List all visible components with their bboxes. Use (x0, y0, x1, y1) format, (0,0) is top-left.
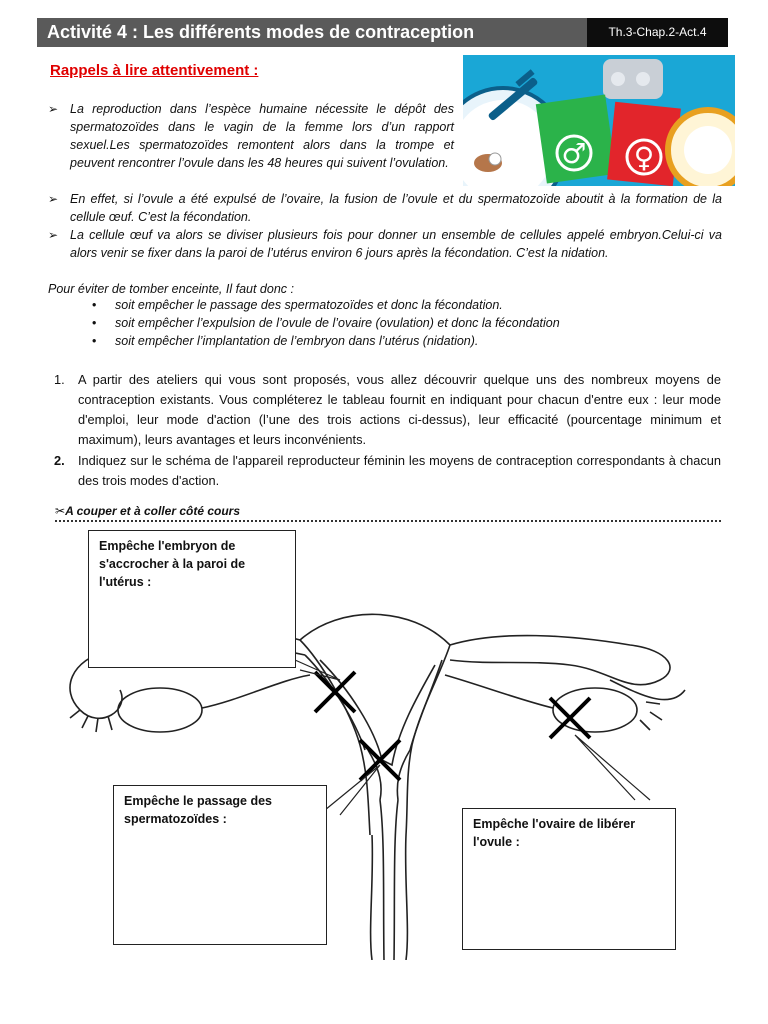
page-title: Activité 4 : Les différents modes de contraception (37, 18, 587, 47)
female-symbol: ♀ (633, 141, 655, 174)
bullet-dot-icon: • (92, 316, 97, 330)
bullet-2 (48, 190, 722, 226)
bullet-dot-icon: • (92, 298, 97, 312)
arrow-icon: ➢ (48, 192, 59, 206)
arrow-icon: ➢ (48, 228, 59, 242)
reference-label: Th.3-Chap.2-Act.4 (587, 18, 728, 47)
bullet-dot-icon: • (92, 334, 97, 348)
bullet-text: La cellule œuf va alors se diviser plusieurs fois pour donner un ensemble de cellules appelé embryon.Celui-ci va alors venir se fixer dans la paroi de l’utérus environ 6 jours après la fécondation. C’est la nidation. (70, 228, 722, 260)
passage-box[interactable]: Empêche le passage des spermatozoïdes : (113, 785, 327, 945)
dot-item: • soit empêcher le passage des spermatozoïdes et donc la fécondation. (92, 298, 503, 312)
nidation-box[interactable]: Empêche l'embryon de s'accrocher à la paroi de l'utérus : (88, 530, 296, 668)
question-2: 2. Indiquez sur le schéma de l'appareil reproducteur féminin les moyens de contraception correspondants à chacun des trois modes d'action. (54, 453, 721, 488)
bullet-text: La reproduction dans l’espèce humaine nécessite le dépôt des spermatozoïdes dans le vagin de la femme lors d’un rapport sexuel.Les spermatozoïdes remontent alors dans la trompe et peuvent rencontrer l’ovule dans les 48 heures qui suivent l’ovulation. (70, 102, 454, 170)
rappels-heading: Rappels à lire attentivement : (50, 62, 259, 79)
dot-item: • soit empêcher l’implantation de l’embryon dans l’utérus (nidation). (92, 334, 479, 348)
cut-note: ✂A couper et à coller côté cours (55, 504, 241, 518)
eviter-intro: Pour éviter de tomber enceinte, Il faut donc : (48, 282, 294, 296)
ovulation-box[interactable]: Empêche l'ovaire de libérer l'ovule : (462, 808, 676, 950)
question-1: 1. A partir des ateliers qui vous sont proposés, vous allez découvrir quelque uns des nombreux moyens de contraception existants. Vous compléterez le tableau fournit en indiquant pour chacun d'entre eux : leur mode d'emploi, leur mode d'action (l’une des trois actions ci-dessus), leur efficacité (pourcentage minimum et maximum), leurs avantages et leurs inconvénients. (54, 372, 721, 447)
bullet-3 (48, 226, 722, 262)
bullet-1 (48, 100, 454, 172)
male-symbol: ♂ (561, 137, 587, 170)
dot-item: • soit empêcher l’expulsion de l’ovule de l’ovaire (ovulation) et donc la fécondation (92, 316, 560, 330)
dot-list (92, 296, 712, 350)
cut-line (55, 520, 721, 522)
contraception-illustration (463, 55, 735, 186)
arrow-icon: ➢ (48, 102, 59, 116)
scissors-icon: ✂ (55, 504, 66, 518)
bullet-text: En effet, si l’ovule a été expulsé de l’ovaire, la fusion de l’ovule et du spermatozoïde aboutit à la formation de la cellule œuf. C’est la fécondation. (70, 192, 722, 224)
